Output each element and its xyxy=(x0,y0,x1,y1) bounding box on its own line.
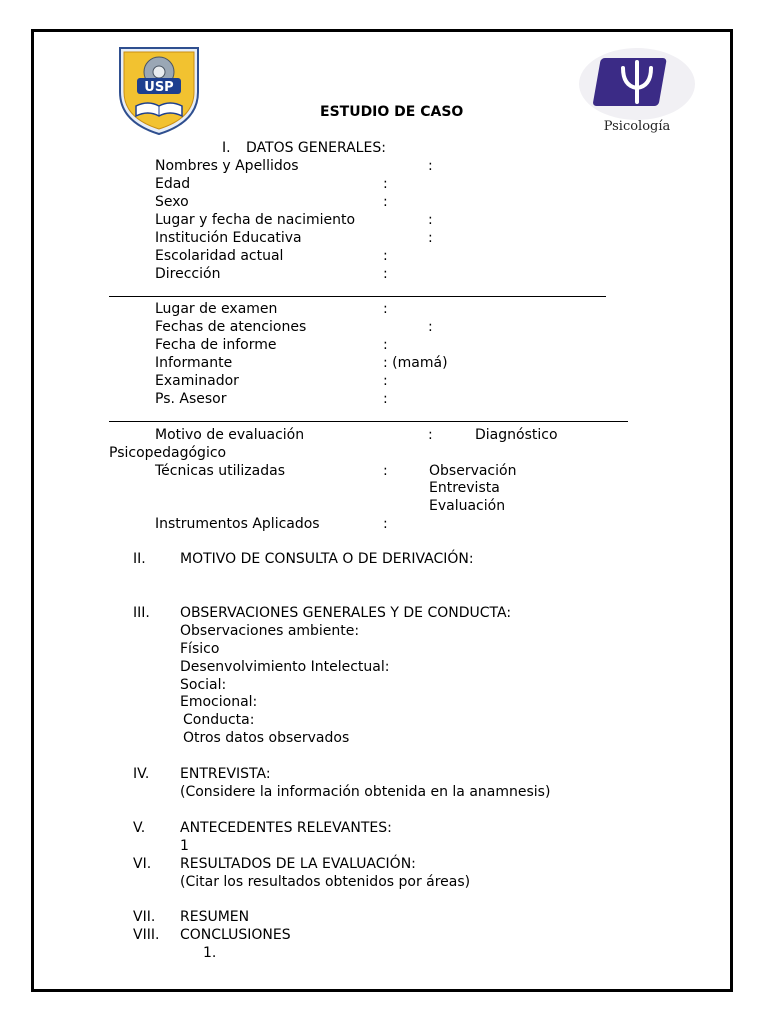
field-colon: : xyxy=(383,176,388,192)
separator-line xyxy=(109,421,628,422)
field-colon: : xyxy=(383,301,388,317)
section-2-numeral: II. xyxy=(133,551,146,567)
section-6-note: (Citar los resultados obtenidos por áreas) xyxy=(180,874,471,890)
section-7-heading: RESUMEN xyxy=(180,909,250,925)
field-colon: : xyxy=(383,463,388,479)
section-8-heading: CONCLUSIONES xyxy=(180,927,291,943)
section-6-heading: RESULTADOS DE LA EVALUACIÓN: xyxy=(180,856,416,872)
section-4-heading: ENTREVISTA: xyxy=(180,766,271,782)
field-label: Institución Educativa xyxy=(155,230,302,246)
section-1-heading: DATOS GENERALES: xyxy=(246,140,386,156)
section-2-heading: MOTIVO DE CONSULTA O DE DERIVACIÓN: xyxy=(180,551,474,567)
conclusion-item: 1. xyxy=(203,945,217,961)
section-3-numeral: III. xyxy=(133,605,150,621)
section-5-heading: ANTECEDENTES RELEVANTES: xyxy=(180,820,392,836)
field-label: Informante xyxy=(155,355,233,371)
page-border xyxy=(31,29,733,992)
usp-crest-logo xyxy=(112,42,206,136)
tecnicas-label: Técnicas utilizadas xyxy=(155,463,285,479)
field-colon: : xyxy=(428,230,433,246)
field-colon: : xyxy=(383,337,388,353)
field-colon: : xyxy=(428,212,433,228)
observation-item: Conducta: xyxy=(183,712,255,728)
field-colon: : xyxy=(383,373,388,389)
field-label: Edad xyxy=(155,176,191,192)
section-7-numeral: VII. xyxy=(133,909,156,925)
field-colon: : xyxy=(428,158,433,174)
field-label: Fecha de informe xyxy=(155,337,277,353)
tecnica-item: Entrevista xyxy=(429,480,500,496)
instrumentos-label: Instrumentos Aplicados xyxy=(155,516,320,532)
field-label: Escolaridad actual xyxy=(155,248,284,264)
section-5-note: 1 xyxy=(180,838,189,854)
section-5-numeral: V. xyxy=(133,820,146,836)
field-label: Lugar de examen xyxy=(155,301,278,317)
observation-item: Desenvolvimiento Intelectual: xyxy=(180,659,390,675)
section-6-numeral: VI. xyxy=(133,856,152,872)
field-label: Fechas de atenciones xyxy=(155,319,307,335)
motivo-value: Diagnóstico xyxy=(475,427,558,443)
observation-item: Observaciones ambiente: xyxy=(180,623,360,639)
tecnica-item: Evaluación xyxy=(429,498,506,514)
field-colon: : xyxy=(383,516,388,532)
section-8-numeral: VIII. xyxy=(133,927,160,943)
field-label: Ps. Asesor xyxy=(155,391,227,407)
field-colon: : (mamá) xyxy=(383,355,448,371)
field-colon: : xyxy=(428,427,433,443)
field-label: Examinador xyxy=(155,373,239,389)
separator-line xyxy=(109,296,606,297)
psicologia-logo xyxy=(575,46,700,136)
observation-item: Emocional: xyxy=(180,694,258,710)
observation-item: Social: xyxy=(180,677,227,693)
field-colon: : xyxy=(383,248,388,264)
usp-logo-text: USP xyxy=(144,80,174,95)
section-1-numeral: I. xyxy=(222,140,231,156)
observation-item: Otros datos observados xyxy=(183,730,350,746)
field-label: Lugar y fecha de nacimiento xyxy=(155,212,356,228)
psicologia-logo-text: Psicología xyxy=(603,119,671,134)
tecnica-item: Observación xyxy=(429,463,517,479)
section-4-numeral: IV. xyxy=(133,766,150,782)
observation-item: Físico xyxy=(180,641,220,657)
section-4-note: (Considere la información obtenida en la anamnesis) xyxy=(180,784,551,800)
motivo-value-continued: Psicopedagógico xyxy=(109,445,227,461)
field-label: Nombres y Apellidos xyxy=(155,158,299,174)
field-label: Sexo xyxy=(155,194,189,210)
section-3-heading: OBSERVACIONES GENERALES Y DE CONDUCTA: xyxy=(180,605,512,621)
field-colon: : xyxy=(383,194,388,210)
field-label: Dirección xyxy=(155,266,221,282)
document-title: ESTUDIO DE CASO xyxy=(320,104,464,120)
motivo-label: Motivo de evaluación xyxy=(155,427,305,443)
field-colon: : xyxy=(383,391,388,407)
field-colon: : xyxy=(428,319,433,335)
field-colon: : xyxy=(383,266,388,282)
